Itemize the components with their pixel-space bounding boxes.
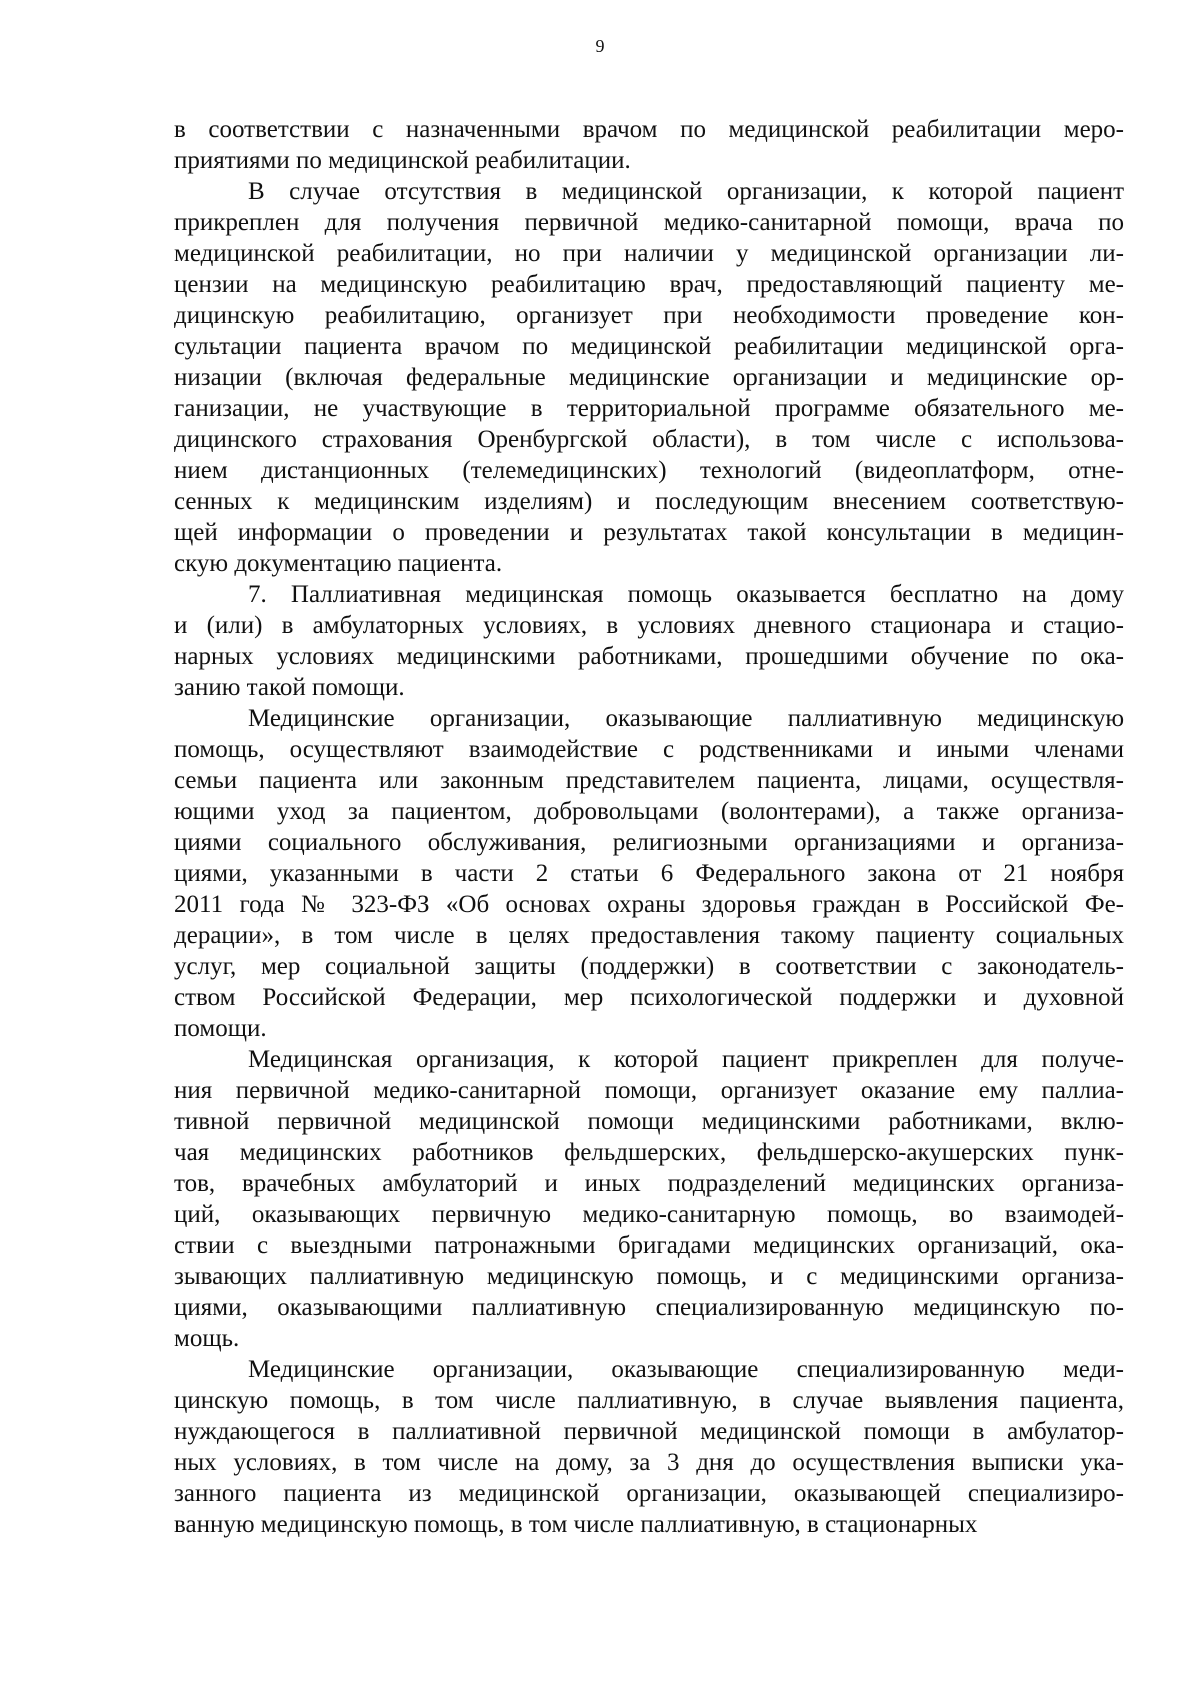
text-line: дицинского страхования Оренбургской области), в том числе с использова-	[174, 426, 1124, 453]
text-line: 2011 года № 323-ФЗ «Об основах охраны здоровья граждан в Российской Фе-	[174, 891, 1124, 918]
text-line: ванную медицинскую помощь, в том числе паллиативную, в стационарных	[174, 1511, 978, 1538]
text-line: ния первичной медико-санитарной помощи, организует оказание ему паллиа-	[174, 1077, 1124, 1104]
text-line: и (или) в амбулаторных условиях, в условиях дневного стационара и стацио-	[174, 612, 1124, 639]
text-line: дицинскую реабилитацию, организует при необходимости проведение кон-	[174, 302, 1124, 329]
text-line: тивной первичной медицинской помощи медицинскими работниками, вклю-	[174, 1108, 1124, 1135]
paragraph	[174, 176, 1124, 579]
text-line: цинскую помощь, в том числе паллиативную, в случае выявления пациента,	[174, 1387, 1124, 1414]
text-line: семьи пациента или законным представителем пациента, лицами, осуществля-	[174, 767, 1124, 794]
page-number: 9	[595, 36, 605, 56]
text-line: циями, оказывающими паллиативную специализированную медицинскую по-	[174, 1294, 1124, 1321]
text-line: услуг, мер социальной защиты (поддержки) в соответствии с законодатель-	[174, 953, 1124, 980]
text-line: ствии с выездными патронажными бригадами медицинских организаций, ока-	[174, 1232, 1124, 1259]
text-line: дерации», в том числе в целях предоставления такому пациенту социальных	[174, 922, 1124, 949]
text-line: нием дистанционных (телемедицинских) технологий (видеоплатформ, отне-	[174, 457, 1124, 484]
text-line: приятиями по медицинской реабилитации.	[174, 147, 631, 174]
text-line: нуждающегося в паллиативной первичной медицинской помощи в амбулатор-	[174, 1418, 1124, 1445]
paragraph	[174, 1354, 1124, 1540]
text-line: В случае отсутствия в медицинской организации, к которой пациент	[248, 178, 1124, 205]
text-line: занного пациента из медицинской организации, оказывающей специализиро-	[174, 1480, 1124, 1507]
text-line: ций, оказывающих первичную медико-санитарную помощь, во взаимодей-	[174, 1201, 1124, 1228]
text-line: сенных к медицинским изделиям) и последующим внесением соответствую-	[174, 488, 1124, 515]
text-line: цензии на медицинскую реабилитацию врач, предоставляющий пациенту ме-	[174, 271, 1124, 298]
text-line: сультации пациента врачом по медицинской реабилитации медицинской орга-	[174, 333, 1124, 360]
text-line: скую документацию пациента.	[174, 550, 503, 577]
text-line: Медицинские организации, оказывающие паллиативную медицинскую	[248, 705, 1124, 732]
text-line: циями социального обслуживания, религиозными организациями и организа-	[174, 829, 1124, 856]
paragraph	[174, 703, 1124, 1044]
text-line: зывающих паллиативную медицинскую помощь, и с медицинскими организа-	[174, 1263, 1124, 1290]
text-line: прикреплен для получения первичной медико-санитарной помощи, врача по	[174, 209, 1124, 236]
text-line: ных условиях, в том числе на дому, за 3 дня до осуществления выписки ука-	[174, 1449, 1124, 1476]
text-line: мощь.	[174, 1325, 240, 1352]
paragraph	[174, 114, 1124, 176]
text-line: щей информации о проведении и результатах такой консультации в медицин-	[174, 519, 1124, 546]
text-line: ством Российской Федерации, мер психологической поддержки и духовной	[174, 984, 1124, 1011]
text-line: Медицинская организация, к которой пациент прикреплен для получе-	[248, 1046, 1124, 1073]
text-line: тов, врачебных амбулаторий и иных подразделений медицинских организа-	[174, 1170, 1124, 1197]
text-line: низации (включая федеральные медицинские организации и медицинские ор-	[174, 364, 1124, 391]
text-line: помощь, осуществляют взаимодействие с родственниками и иными членами	[174, 736, 1124, 763]
text-line: помощи.	[174, 1015, 267, 1042]
text-line: чая медицинских работников фельдшерских, фельдшерско-акушерских пунк-	[174, 1139, 1124, 1166]
text-line: ганизации, не участвующие в территориальной программе обязательного ме-	[174, 395, 1124, 422]
text-line: ющими уход за пациентом, добровольцами (волонтерами), а также организа-	[174, 798, 1124, 825]
text-line: занию такой помощи.	[174, 674, 405, 701]
document-body	[174, 114, 1124, 1540]
text-line: медицинской реабилитации, но при наличии у медицинской организации ли-	[174, 240, 1124, 267]
paragraph	[174, 1044, 1124, 1354]
text-line: 7. Паллиативная медицинская помощь оказывается бесплатно на дому	[248, 581, 1124, 608]
text-line: Медицинские организации, оказывающие специализированную меди-	[248, 1356, 1124, 1383]
text-line: циями, указанными в части 2 статьи 6 Федерального закона от 21 ноября	[174, 860, 1124, 887]
text-line: в соответствии с назначенными врачом по медицинской реабилитации меро-	[174, 116, 1124, 143]
paragraph	[174, 579, 1124, 703]
text-line: нарных условиях медицинскими работниками, прошедшими обучение по ока-	[174, 643, 1124, 670]
